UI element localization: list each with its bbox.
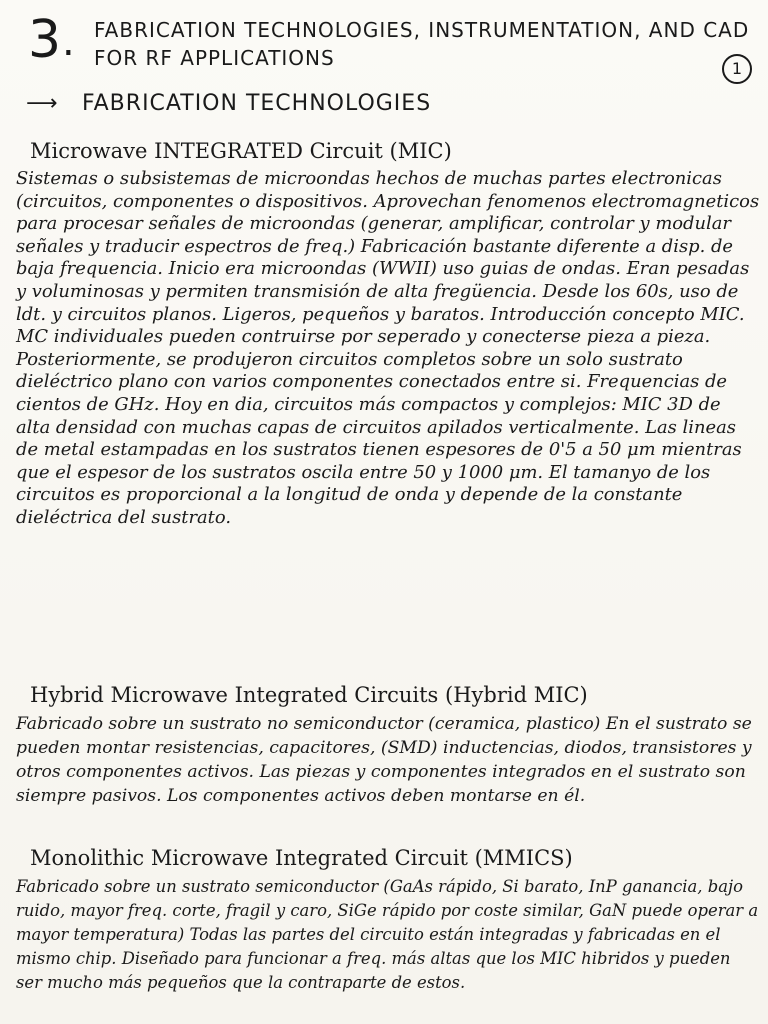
page-number-circle: 1 xyxy=(722,54,752,84)
section-heading xyxy=(26,88,746,120)
mic-paragraph: Sistemas o subsistemas de microondas hechos de muchas partes electronicas (circuitos, componentes o dispositivos. Aprovechan fenomenos electromagneticos para procesar señales de microondas (generar, amplificar, controlar y modular señales y traducir espectros de freq.) Fabricación bastante diferente a disp. de baja frequencia. Inicio era microondas (WWII) uso guias de ondas. Eran pesadas y voluminosas y permiten transmisión de alta fregüencia. Desde los 60s, uso de ldt. y circuitos planos. Ligeros, pequeños y baratos. Introducción concepto MIC. MC individuales pueden contruirse por seperado y conecterse pieza a pieza. Posteriormente, se produjeron circuitos completos sobre un solo sustrato dieléctrico plano con varios componentes conectados entre si. Frequencias de cientos de GHz. Hoy en dia, circuitos más compactos y complejos: MIC 3D de alta densidad con muchas capas de circuitos apilados verticalmente. Las lineas de metal estampadas en los sustratos tienen espesores de 0'5 a 50 μm mientras que el espesor de los sustratos oscila entre 50 y 1000 μm. El tamanyo de los circuitos es proporcional a la longitud de onda y depende de la constante dieléctrica del sustrato. xyxy=(16,168,760,528)
mmic-heading: Monolithic Microwave Integrated Circuit (MMICS) xyxy=(30,846,573,870)
hybrid-mic-heading: Hybrid Microwave Integrated Circuits (Hybrid MIC) xyxy=(30,683,588,707)
mmic-paragraph: Fabricado sobre un sustrato semiconductor (GaAs rápido, Si barato, InP ganancia, bajo ruido, mayor freq. corte, fragil y caro, SiGe rápido por coste similar, GaN puede operar a mayor temperatura) Todas las partes del circuito están integradas y fabricadas en el mismo chip. Diseñado para funcionar a freq. más altas que los MIC hibridos y pueden ser mucho más pequeños que la contraparte de estos. xyxy=(16,877,759,992)
hybrid-mic-paragraph: Fabricado sobre un sustrato no semiconductor (ceramica, plastico) En el sustrato se pueden montar resistencias, capacitores, (SMD) inductencias, diodos, transistores y otros componentes activos. Las piezas y componentes integrados en el sustrato son siempre pasivos. Los componentes activos deben montarse en él. xyxy=(16,714,752,806)
mic-section xyxy=(16,136,760,530)
page-header xyxy=(22,8,762,78)
chapter-number: 3 xyxy=(28,10,62,70)
mmic-section xyxy=(16,843,760,995)
mic-heading: Microwave INTEGRATED Circuit (MIC) xyxy=(30,139,452,163)
chapter-number-dot: . xyxy=(62,19,75,65)
section-heading-text: FABRICATION TECHNOLOGIES xyxy=(82,91,432,116)
hybrid-mic-section xyxy=(16,680,760,808)
right-arrow-icon: ⟶ xyxy=(26,91,59,116)
chapter-title: FABRICATION TECHNOLOGIES, INSTRUMENTATION, AND CAD FOR RF APPLICATIONS xyxy=(94,18,750,70)
